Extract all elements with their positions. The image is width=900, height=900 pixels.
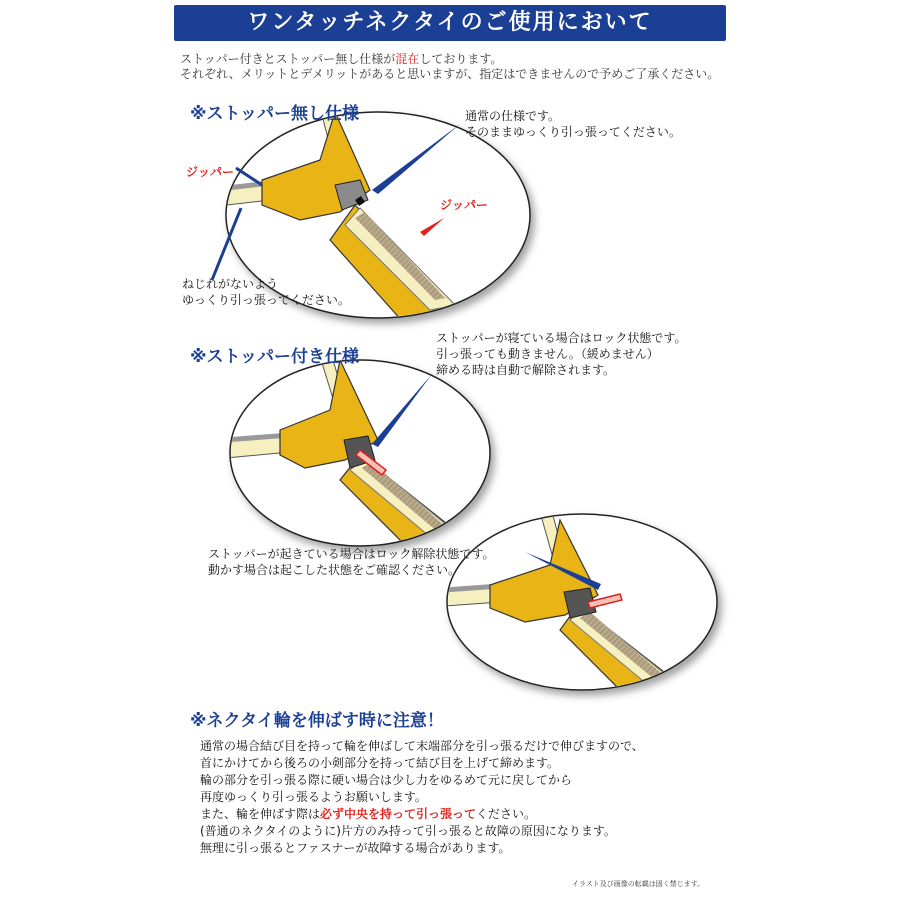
callout-normal xyxy=(465,108,681,140)
illustration-stopper-unlocked xyxy=(445,512,717,710)
page-title: ワンタッチネクタイのご使用において xyxy=(247,10,653,35)
section-title-no-stopper: ※ストッパー無し仕様 xyxy=(190,104,360,124)
callout-twist-line-2: ゆっくり引っ張ってください。 xyxy=(182,293,350,307)
callout-normal-line-2: そのままゆっくり引っ張ってください。 xyxy=(465,125,681,139)
intro-line-1-red: 混在 xyxy=(395,52,420,66)
intro-line-1-b: しております。 xyxy=(419,52,503,66)
callout-locked-line-3: 締める時は自動で解除されます。 xyxy=(436,363,616,377)
caution-line-7: 無理に引っ張るとファスナーが故障する場合があります。 xyxy=(200,841,511,855)
callout-locked-line-2: 引っ張っても動きません。（緩めません） xyxy=(436,347,659,361)
callout-locked xyxy=(436,330,686,378)
section-title-with-stopper: ※ストッパー付き仕様 xyxy=(190,347,360,367)
caution-line-2: 首にかけてから後ろの小剣部分を持って結び目を上げて締めます。 xyxy=(200,756,560,770)
caution-line-3: 輪の部分を引っ張る際に硬い場合は少し力をゆるめて元に戻してから xyxy=(200,773,573,787)
callout-normal-line-1: 通常の仕様です。 xyxy=(465,109,561,123)
callout-twist xyxy=(182,276,350,308)
caution-line-5-b: ください。 xyxy=(476,807,537,821)
zipper-label-right: ジッパー xyxy=(440,198,489,212)
zipper-label-left: ジッパー xyxy=(186,165,235,179)
caution-line-6: (普通のネクタイのように)片方のみ持って引っ張ると故障の原因になります。 xyxy=(200,824,616,838)
intro-line-2: それぞれ、メリットとデメリットがあると思いますが、指定はできませんので予めご了承ください。 xyxy=(180,67,720,81)
intro-line-1-a: ストッパー付きとストッパー無し仕様が xyxy=(180,52,396,66)
caution-line-1: 通常の場合結び目を持って輪を伸ばして末端部分を引っ張るだけで伸びますので、 xyxy=(200,739,644,753)
callout-twist-line-1: ねじれがないよう xyxy=(182,277,279,291)
caution-line-5 xyxy=(200,806,644,823)
callout-unlocked-line-1: ストッパーが起きている場合はロック解除状態です。 xyxy=(208,547,495,561)
callout-locked-line-1: ストッパーが寝ている場合はロック状態です。 xyxy=(436,331,687,345)
copyright-note: イラスト及び画像の転載は固く禁じます。 xyxy=(572,880,705,888)
caution-body xyxy=(200,738,644,857)
section-title-caution: ※ネクタイ輪を伸ばす時に注意！ xyxy=(190,711,444,731)
callout-unlocked xyxy=(208,546,494,578)
caution-line-4: 再度ゆっくり引っ張るようお願いします。 xyxy=(200,790,427,804)
caution-line-5-red: 必ず中央を持って引っ張って xyxy=(320,807,477,821)
illustration-stopper-locked xyxy=(225,350,490,560)
caution-line-5-a: また、輪を伸ばす際は xyxy=(200,807,321,821)
callout-unlocked-line-2: 動かす場合は起こした状態をご確認ください。 xyxy=(208,563,461,577)
